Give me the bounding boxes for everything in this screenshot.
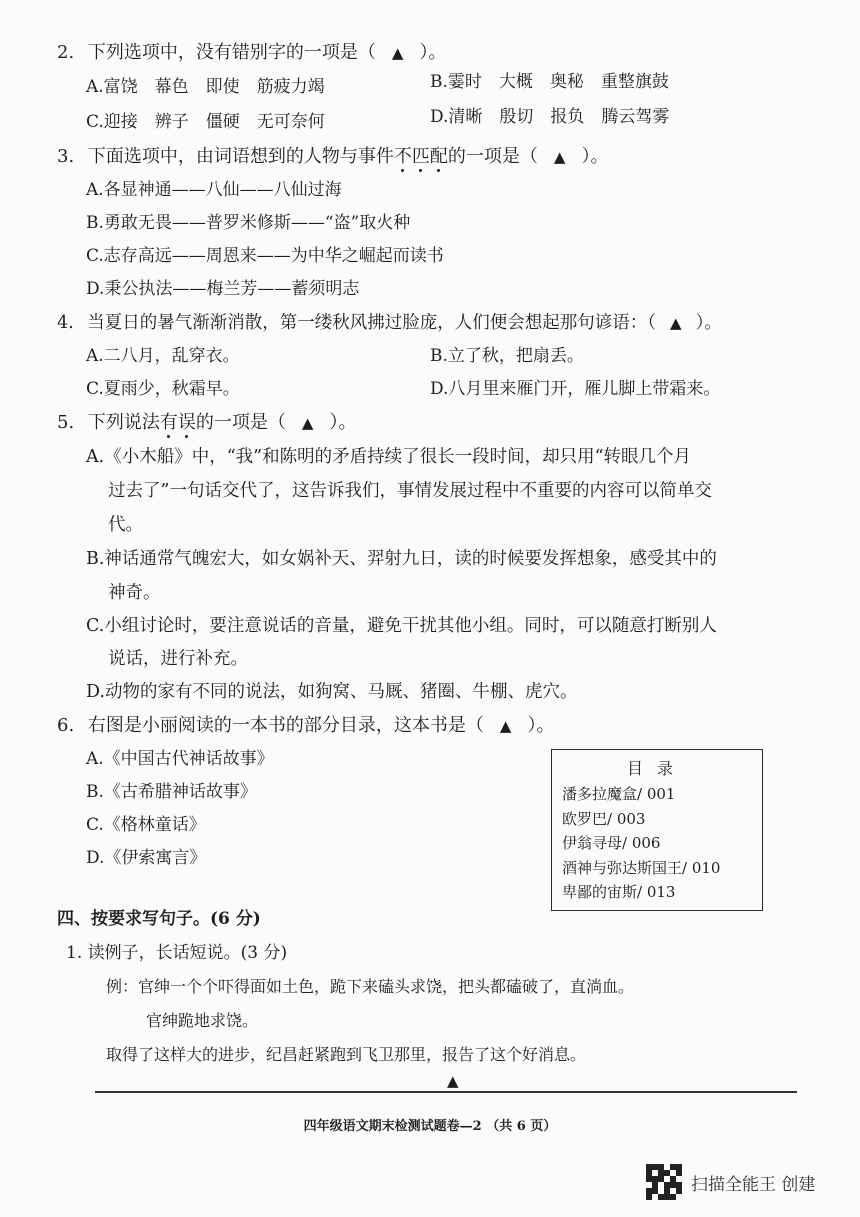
question-2-stem: 2. 下列选项中，没有错别字的一项是（ ▲ ）。 xyxy=(57,42,447,63)
question-3-option-d[interactable]: D.秉公执法——梅兰芳——蓄须明志 xyxy=(86,279,360,299)
question-6-option-d[interactable]: D.《伊索寓言》 xyxy=(86,848,207,868)
answer-blank-q2[interactable]: ▲ xyxy=(391,44,404,62)
scanner-brand-text: 扫描全能王 创建 xyxy=(691,1174,816,1195)
question-2-option-d[interactable]: D.清晰 殷切 报负 腾云驾雾 xyxy=(430,107,670,127)
emphasis-char: 不 xyxy=(393,146,412,167)
toc-item: 欧罗巴/ 003 xyxy=(562,809,646,828)
question-3-option-c[interactable]: C.志存高远——周恩来——为中华之崛起而读书 xyxy=(86,246,444,266)
question-5-option-b-line-2[interactable]: 神奇。 xyxy=(108,583,161,603)
question-6-option-c[interactable]: C.《格林童话》 xyxy=(86,815,206,835)
question-5-option-a-line-2[interactable]: 过去了”一句话交代了，这告诉我们，事情发展过程中不重要的内容可以简单交 xyxy=(108,481,712,501)
task-sentence: 取得了这样大的进步，纪昌赶紧跑到飞卫那里，报告了这个好消息。 xyxy=(106,1045,587,1064)
question-4-option-b[interactable]: B.立了秋，把扇丢。 xyxy=(430,346,584,366)
qr-code-icon xyxy=(646,1164,682,1200)
question-5-option-a-line-1[interactable]: A.《小木船》中，“我”和陈明的矛盾持续了很长一段时间，却只用“转眼几个月 xyxy=(86,447,692,467)
example-short-sentence: 官绅跪地求饶。 xyxy=(146,1011,259,1030)
emphasis-char: 配 xyxy=(429,146,448,167)
emphasis-char: 误 xyxy=(177,412,196,433)
toc-item: 潘多拉魔盒/ 001 xyxy=(562,785,676,803)
emphasis-char: 匹 xyxy=(411,146,430,167)
section-4-question-1-stem: 1. 读例子，长话短说。(3 分) xyxy=(66,943,288,963)
question-2-option-c[interactable]: C.迎接 辨子 僵硬 无可奈何 xyxy=(86,112,325,132)
toc-item: 卑鄙的宙斯/ 013 xyxy=(562,883,676,901)
question-4-option-c[interactable]: C.夏雨少，秋霜早。 xyxy=(86,379,240,399)
question-3-stem: 3. 下面选项中，由词语想到的人物与事件不匹配的一项是（ ▲ ）。 xyxy=(57,146,609,167)
page-footer: 四年级语文期末检测试题卷—2 （共 6 页） xyxy=(303,1119,557,1134)
scanner-watermark xyxy=(646,1164,815,1200)
table-of-contents-box xyxy=(551,749,763,911)
question-4-option-d[interactable]: D.八月里来雁门开，雁儿脚上带霜来。 xyxy=(430,379,721,399)
answer-blank-q5[interactable]: ▲ xyxy=(301,414,314,432)
example-long-sentence: 例：官绅一个个吓得面如土色，跪下来磕头求饶，把头都磕破了，直淌血。 xyxy=(106,977,635,996)
toc-title: 目录 xyxy=(626,759,687,778)
answer-blank-section-4[interactable]: ▲ xyxy=(447,1072,459,1090)
question-5-option-d[interactable]: D.动物的家有不同的说法，如狗窝、马厩、猪圈、牛棚、虎穴。 xyxy=(86,682,578,702)
question-2-option-a[interactable]: A.富饶 幕色 即使 筋疲力竭 xyxy=(86,77,325,97)
question-5-option-c-line-1[interactable]: C.小组讨论时，要注意说话的音量，避免干扰其他小组。同时，可以随意打断别人 xyxy=(86,616,717,636)
question-5-option-b-line-1[interactable]: B.神话通常气魄宏大，如女娲补天、羿射九日，读的时候要发挥想象，感受其中的 xyxy=(86,549,717,569)
toc-item: 酒神与弥达斯国王/ 010 xyxy=(562,858,721,877)
answer-line[interactable] xyxy=(95,1091,797,1093)
answer-blank-q6[interactable]: ▲ xyxy=(499,717,512,735)
answer-blank-q3[interactable]: ▲ xyxy=(553,148,566,166)
answer-blank-q4[interactable]: ▲ xyxy=(670,314,682,332)
question-4-option-a[interactable]: A.二八月，乱穿衣。 xyxy=(86,346,240,366)
question-3-option-b[interactable]: B.勇敢无畏——普罗米修斯——“盗”取火种 xyxy=(86,213,411,233)
section-4-title: 四、按要求写句子。(6 分) xyxy=(57,909,261,929)
question-6-stem: 6. 右图是小丽阅读的一本书的部分目录，这本书是（ ▲ ）。 xyxy=(57,715,555,736)
question-2-option-b[interactable]: B.霎时 大概 奥秘 重整旗鼓 xyxy=(430,72,669,92)
question-5-stem: 5. 下列说法有误的一项是（ ▲ ）。 xyxy=(57,412,357,433)
question-6-option-a[interactable]: A.《中国古代神话故事》 xyxy=(86,749,274,769)
question-5-option-c-line-2[interactable]: 说话，进行补充。 xyxy=(108,649,248,669)
question-6-option-b[interactable]: B.《古希腊神话故事》 xyxy=(86,782,257,802)
question-3-option-a[interactable]: A.各显神通——八仙——八仙过海 xyxy=(86,180,342,200)
toc-item: 伊翁寻母/ 006 xyxy=(562,834,661,852)
emphasis-char: 有 xyxy=(159,412,178,433)
question-5-option-a-line-3[interactable]: 代。 xyxy=(108,515,143,535)
question-4-stem: 4. 当夏日的暑气渐渐消散，第一缕秋风拂过脸庞，人们便会想起那句谚语：（ ▲ ）。 xyxy=(57,313,722,333)
